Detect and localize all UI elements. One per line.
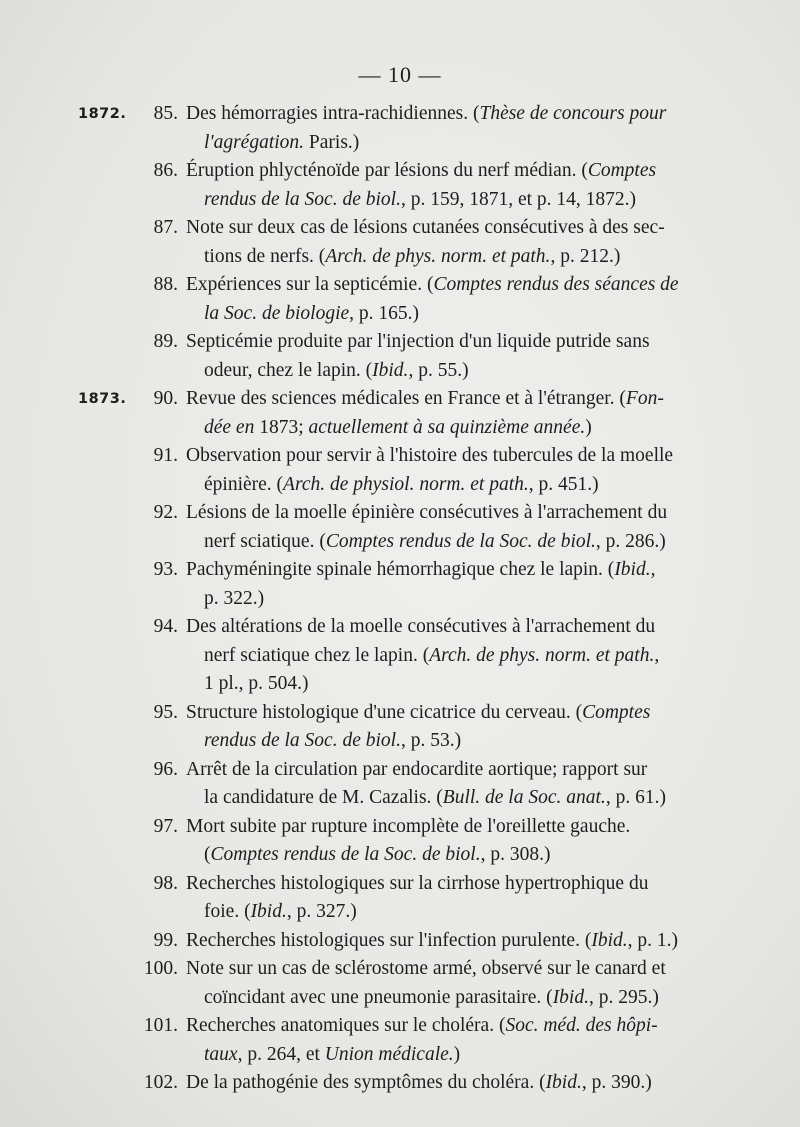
entry-line: [0, 898, 800, 927]
entry-year: 1873.: [78, 391, 127, 407]
italic-segment: rendus de la Soc. de biol.: [204, 730, 401, 751]
entry-text: [204, 585, 264, 614]
entry-number: 96.: [153, 758, 178, 780]
entry-text: [204, 300, 419, 329]
entry-number: 86.: [153, 160, 178, 181]
entry-text: [204, 357, 469, 386]
bibliography-entry: [0, 613, 800, 699]
entry-line: [0, 613, 800, 642]
italic-segment: Ibid.: [552, 986, 589, 1008]
entry-line: [0, 528, 800, 557]
text-segment: , p. 295.): [588, 986, 659, 1008]
entry-line: [0, 414, 800, 443]
text-segment: tions de nerfs. (: [204, 245, 326, 267]
text-segment: Lésions de la moelle épinière consécutives à l'arrachement du: [186, 502, 668, 523]
entry-text: [186, 214, 665, 243]
entry-line: [0, 186, 800, 215]
entry-line: [0, 756, 800, 785]
italic-segment: Arch. de physiol. norm. et path.: [283, 473, 529, 495]
italic-segment: Ibid.: [250, 901, 287, 922]
italic-segment: actuellement à sa quinzième année.: [308, 416, 586, 438]
entry-text: [204, 784, 666, 813]
entry-text: [186, 499, 667, 528]
entry-line: [0, 585, 800, 614]
italic-segment: Comptes rendus de la Soc. de biol.: [210, 844, 481, 865]
text-segment: Des hémorragies intra-rachidiennes. (: [186, 103, 480, 124]
italic-segment: Arch. de phys. norm. et path.: [325, 245, 551, 267]
italic-segment: Thèse de concours pour: [479, 103, 667, 124]
entry-line: [0, 1041, 800, 1070]
text-segment: , p. 212.): [550, 245, 621, 267]
text-segment: Recherches anatomiques sur le choléra. (: [186, 1015, 506, 1036]
text-segment: Expériences sur la septicémie. (: [186, 274, 434, 295]
text-segment: la candidature de M. Cazalis. (: [204, 787, 443, 808]
entry-line: [0, 214, 800, 243]
entry-line: [0, 813, 800, 842]
entry-line: [0, 699, 800, 728]
italic-segment: Soc. méd. des hôpi-: [505, 1015, 658, 1036]
page-number: — 10 —: [358, 62, 442, 87]
entry-line: [0, 442, 800, 471]
entry-line: [0, 271, 800, 300]
entry-line: [0, 243, 800, 272]
entry-number: 99.: [153, 929, 178, 951]
bibliography-entry: [0, 927, 800, 956]
entry-number: 97.: [153, 815, 178, 837]
italic-segment: l'agrégation.: [204, 131, 305, 153]
italic-segment: Comptes: [582, 701, 651, 723]
entry-line: [0, 870, 800, 899]
italic-segment: Union médicale.: [324, 1043, 454, 1065]
text-segment: Recherches histologiques sur la cirrhose hypertrophique du: [186, 872, 649, 894]
entry-text: [204, 414, 592, 443]
text-segment: , p. 55.): [408, 359, 469, 381]
italic-segment: taux: [204, 1043, 238, 1065]
entry-number: 102.: [143, 1072, 178, 1093]
entry-text: [204, 186, 636, 215]
entry-line: [0, 157, 800, 186]
bibliography-entry: [0, 756, 800, 813]
text-segment: , p. 327.): [286, 901, 357, 922]
bibliography-entry: [0, 271, 800, 328]
entry-text: [186, 1069, 652, 1098]
bibliography-entry: [0, 214, 800, 271]
text-segment: , p. 159, 1871, et p. 14, 1872.): [400, 188, 637, 210]
entry-text: [186, 1012, 658, 1041]
bibliography-entry: [0, 1012, 800, 1069]
italic-segment: Ibid.: [591, 929, 628, 951]
text-segment: épinière. (: [204, 473, 284, 495]
entry-line: [0, 499, 800, 528]
bibliography-entry: [0, 499, 800, 556]
entry-text: [186, 699, 650, 728]
entry-number: 89.: [153, 331, 178, 352]
entry-number: 88.: [153, 274, 178, 295]
bibliography-entry: [0, 870, 800, 927]
text-segment: , p. 286.): [595, 530, 666, 552]
bibliography-entry: [0, 699, 800, 756]
text-segment: Paris.): [304, 131, 360, 153]
entry-line: [0, 784, 800, 813]
text-segment: 1 pl., p. 504.): [204, 673, 309, 694]
entry-line: [0, 1012, 800, 1041]
entry-line: [0, 300, 800, 329]
text-segment: Structure histologique d'une cicatrice du cerveau. (: [186, 701, 583, 723]
entry-text: [186, 271, 679, 300]
entry-text: [186, 385, 664, 414]
text-segment: , p. 451.): [528, 473, 599, 495]
text-segment: Mort subite par rupture incomplète de l'oreillette gauche.: [186, 815, 631, 837]
text-segment: ): [453, 1043, 461, 1065]
bibliography-entry: [0, 1069, 800, 1098]
entry-text: [186, 442, 673, 471]
entry-text: [204, 471, 599, 500]
entry-line: [0, 670, 800, 699]
text-segment: foie. (: [204, 901, 251, 922]
entry-line: [0, 727, 800, 756]
text-segment: p. 322.): [204, 587, 265, 609]
bibliography-entry: [0, 955, 800, 1012]
text-segment: Note sur deux cas de lésions cutanées consécutives à des sec-: [186, 217, 665, 238]
bibliography-entry: [0, 328, 800, 385]
text-segment: , p. 165.): [349, 302, 420, 324]
entry-text: [204, 1041, 460, 1070]
italic-segment: rendus de la Soc. de biol.: [204, 188, 401, 210]
entry-line: [0, 328, 800, 357]
italic-segment: Comptes rendus des séances de: [433, 274, 679, 295]
italic-segment: Ibid.: [614, 559, 651, 580]
text-segment: , p. 1.): [627, 929, 678, 951]
bibliography-entry: [0, 100, 800, 157]
text-segment: , p. 308.): [480, 844, 551, 865]
entry-number: 100.: [143, 958, 178, 979]
italic-segment: dée en: [204, 416, 260, 438]
entry-text: [204, 984, 659, 1013]
entry-number: 85.: [153, 103, 178, 124]
entry-text: [186, 927, 678, 956]
text-segment: De la pathogénie des symptômes du choléra. (: [186, 1072, 546, 1093]
text-segment: Note sur un cas de sclérostome armé, observé sur le canard et: [186, 958, 666, 979]
entry-text: [186, 328, 650, 357]
text-segment: Recherches histologiques sur l'infection purulente. (: [186, 929, 592, 951]
italic-segment: Bull. de la Soc. anat.: [442, 787, 606, 808]
entry-text: [204, 642, 659, 671]
entry-number: 94.: [153, 616, 178, 637]
text-segment: Arrêt de la circulation par endocardite aortique; rapport sur: [186, 758, 648, 780]
italic-segment: Fon-: [625, 388, 664, 409]
entry-line: [0, 556, 800, 585]
entry-text: [204, 841, 550, 870]
bibliography-entry: [0, 442, 800, 499]
entry-number: 92.: [153, 502, 178, 523]
entry-number: 90.: [153, 388, 178, 409]
text-segment: Revue des sciences médicales en France et à l'étranger. (: [186, 388, 626, 409]
entry-line: [0, 927, 800, 956]
entry-text: [186, 613, 655, 642]
entry-text: [186, 100, 666, 129]
entry-text: [204, 528, 666, 557]
entry-line: [0, 100, 800, 129]
text-segment: nerf sciatique. (: [204, 530, 326, 552]
entry-text: [204, 727, 461, 756]
entry-number: 98.: [153, 872, 178, 894]
entry-number: 87.: [153, 217, 178, 238]
entry-line: [0, 1069, 800, 1098]
bibliography-entry: [0, 813, 800, 870]
text-segment: , p. 390.): [581, 1072, 652, 1093]
entry-number: 91.: [153, 445, 178, 466]
italic-segment: la Soc. de biologie: [204, 302, 350, 324]
entry-text: [186, 955, 666, 984]
entry-text: [186, 870, 648, 899]
bibliography-entry: [0, 157, 800, 214]
bibliography-entry: [0, 385, 800, 442]
italic-segment: Arch. de phys. norm. et path.: [429, 644, 655, 666]
entry-line: [0, 841, 800, 870]
text-segment: ): [585, 416, 592, 438]
italic-segment: Ibid.: [545, 1072, 582, 1093]
text-segment: Septicémie produite par l'injection d'un liquide putride sans: [186, 331, 650, 352]
text-segment: ,: [650, 559, 656, 580]
text-segment: Éruption phlycténoïde par lésions du nerf médian. (: [186, 160, 588, 181]
text-segment: Des altérations de la moelle consécutives à l'arrachement du: [186, 616, 656, 637]
text-segment: , p. 61.): [605, 787, 666, 808]
entry-text: [204, 898, 357, 927]
entry-text: [186, 813, 630, 842]
entry-text: [186, 556, 655, 585]
text-segment: ,: [654, 644, 660, 666]
bibliography-entry: [0, 556, 800, 613]
entry-number: 93.: [153, 559, 178, 580]
entry-text: [186, 157, 656, 186]
entry-text: [204, 243, 620, 272]
entry-year: 1872.: [78, 106, 127, 122]
italic-segment: Comptes rendus de la Soc. de biol.: [325, 530, 596, 552]
entry-line: [0, 984, 800, 1013]
entry-line: [0, 642, 800, 671]
entry-text: [204, 129, 359, 158]
entry-number: 95.: [153, 701, 178, 723]
entry-number: 101.: [143, 1015, 178, 1036]
text-segment: nerf sciatique chez le lapin. (: [204, 644, 430, 666]
entry-line: [0, 357, 800, 386]
entry-line: [0, 129, 800, 158]
entry-line: [0, 385, 800, 414]
text-segment: 1873;: [259, 416, 309, 438]
text-segment: odeur, chez le lapin. (: [204, 359, 373, 381]
text-segment: Pachyméningite spinale hémorrhagique chez le lapin. (: [186, 559, 615, 580]
entry-line: [0, 471, 800, 500]
entry-text: [204, 670, 309, 699]
entry-text: [186, 756, 647, 785]
entry-line: [0, 955, 800, 984]
italic-segment: Ibid.: [372, 359, 409, 381]
italic-segment: Comptes: [587, 160, 657, 181]
text-segment: Observation pour servir à l'histoire des tubercules de la moelle: [186, 445, 674, 466]
bibliography-list: [0, 100, 800, 1098]
text-segment: , p. 53.): [400, 730, 462, 751]
text-segment: (: [204, 844, 211, 865]
text-segment: coïncidant avec une pneumonie parasitaire. (: [204, 986, 553, 1008]
text-segment: , p. 264, et: [237, 1043, 325, 1065]
